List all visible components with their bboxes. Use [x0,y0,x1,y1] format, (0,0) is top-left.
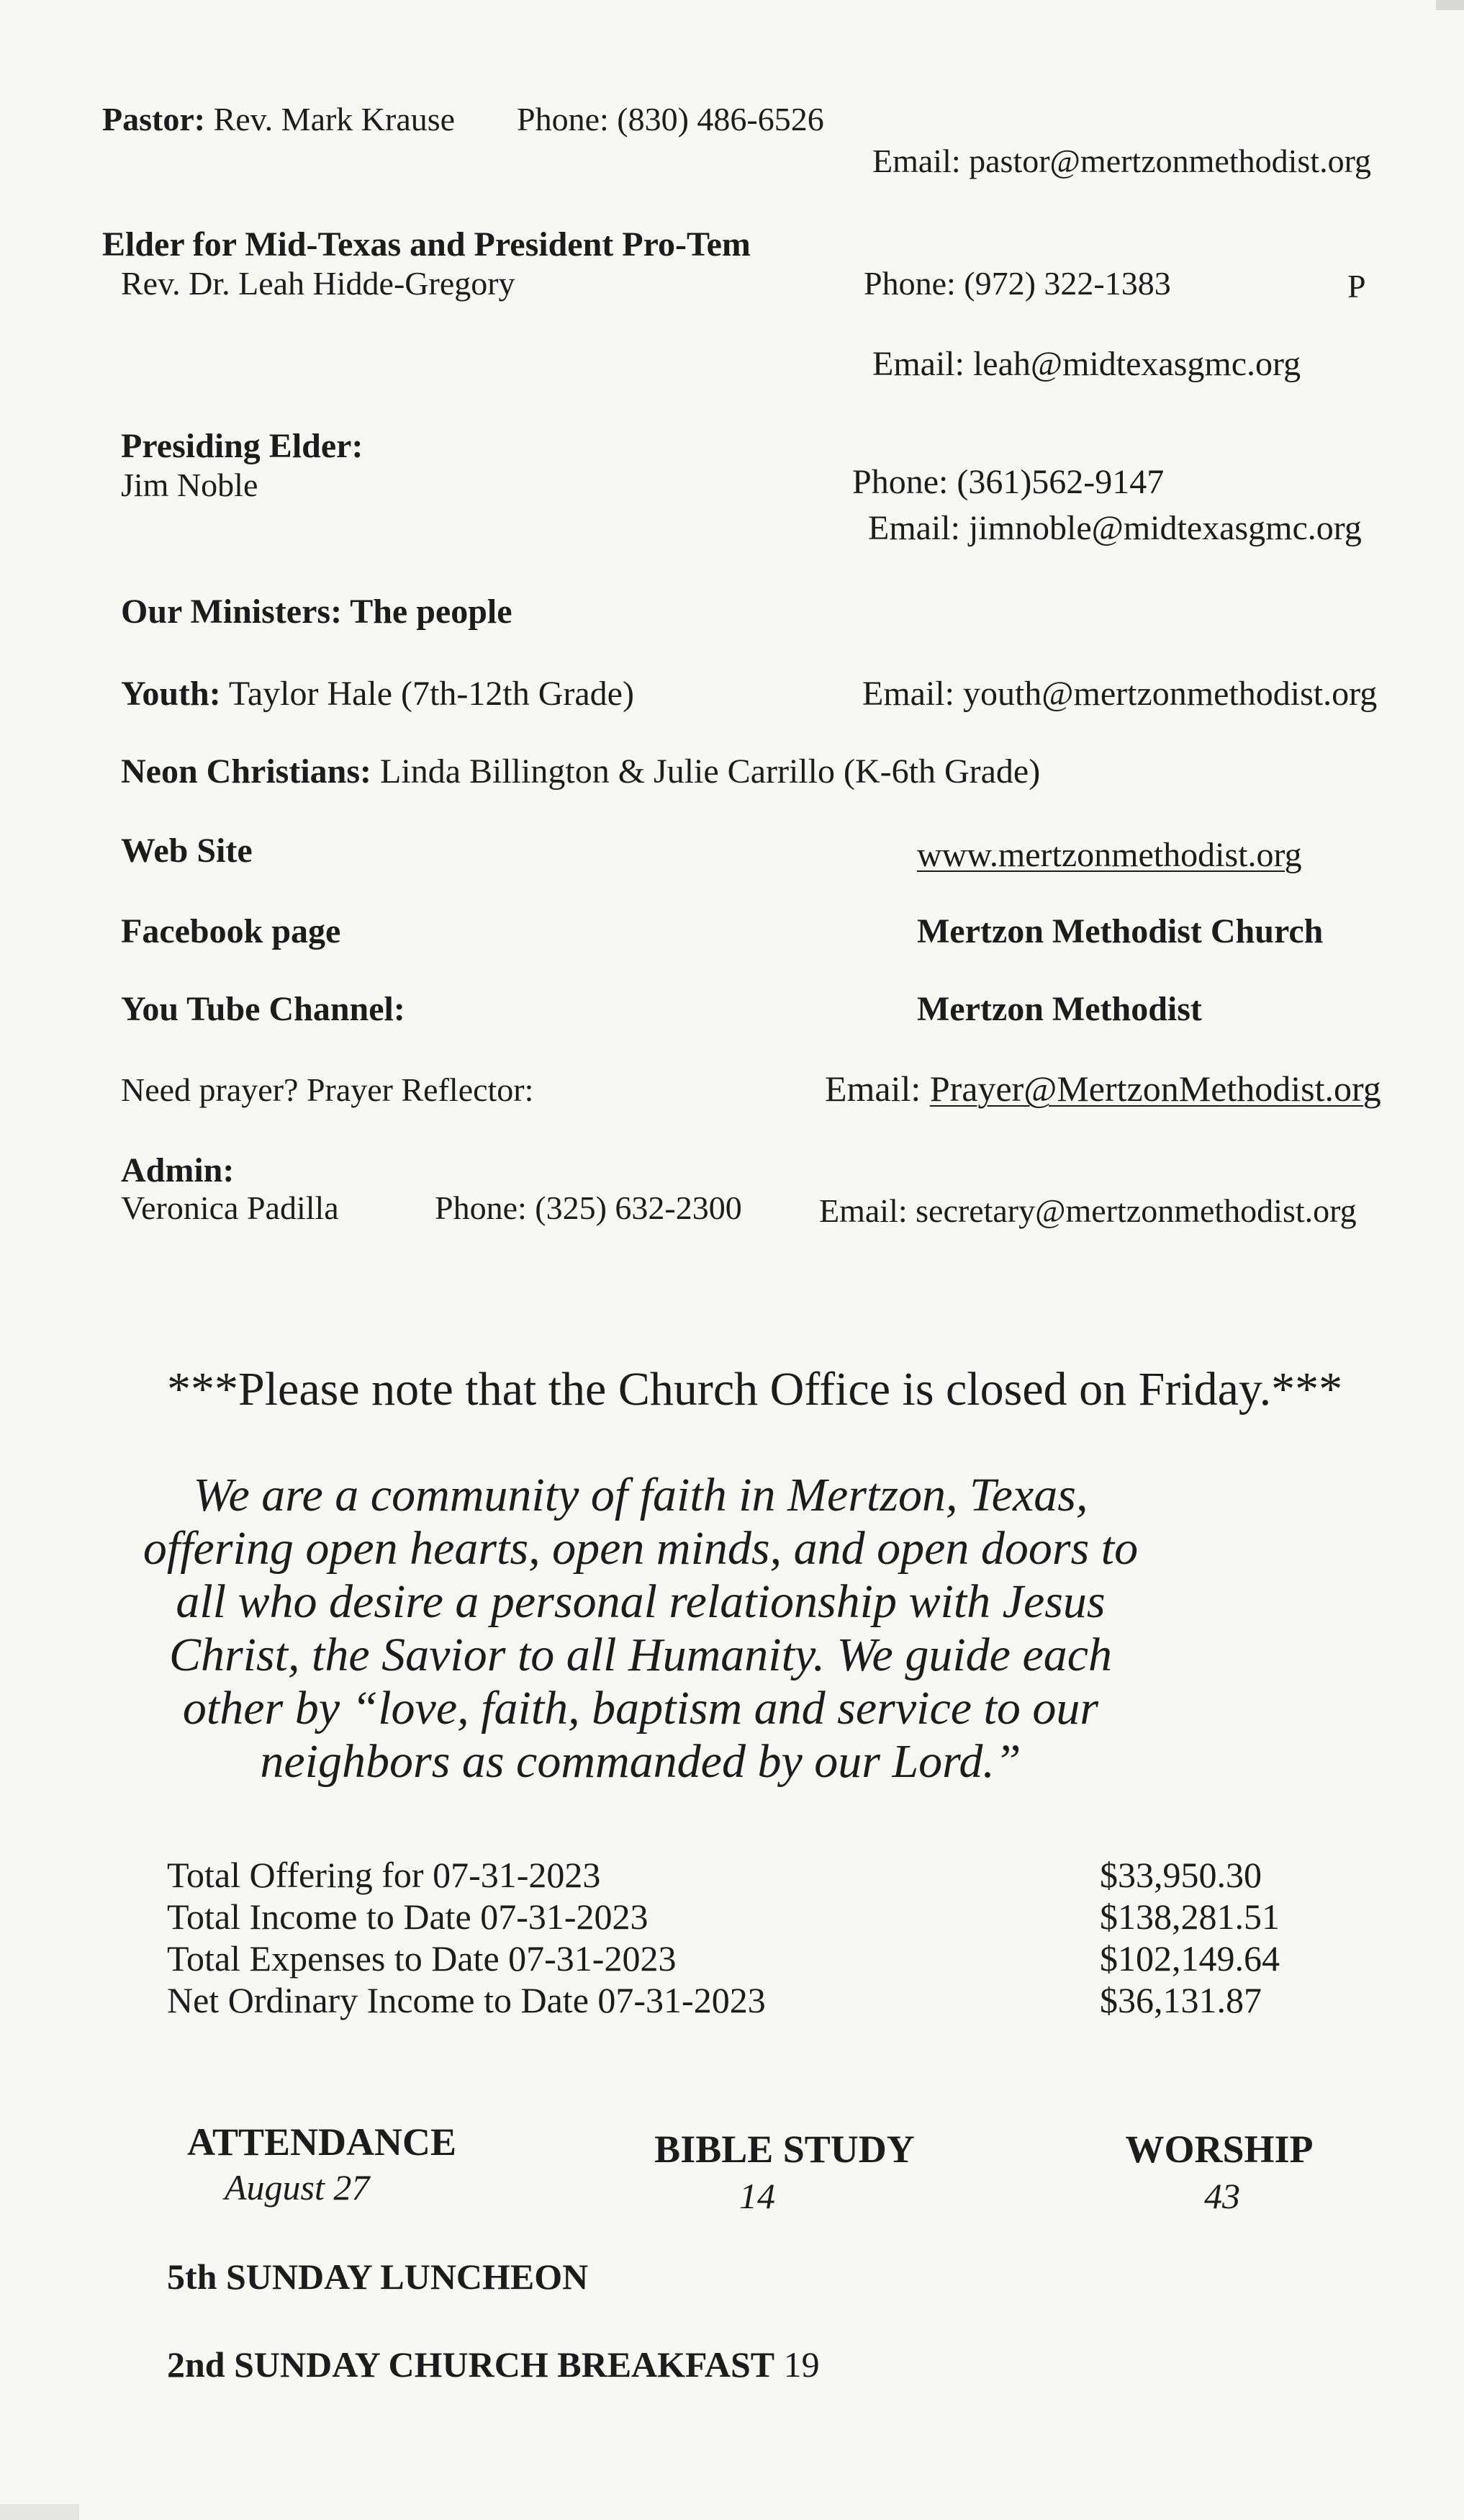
admin-name: Veronica Padilla [121,1189,339,1226]
youtube-value: Mertzon Methodist [917,990,1202,1028]
worship-value: 43 [1204,2176,1240,2216]
presiding-elder-email: Email: jimnoble@midtexasgmc.org [868,509,1362,547]
second-sunday-breakfast-label: 2nd SUNDAY CHURCH BREAKFAST [167,2344,775,2385]
youth-label: Youth: [121,675,221,713]
pastor-label: Pastor: [102,101,206,138]
second-sunday-breakfast-line [167,2344,820,2386]
facebook-value: Mertzon Methodist Church [917,912,1324,950]
neon-christians-names: Linda Billington & Julie Carrillo (K-6th Grade) [380,752,1041,791]
ministers-line: Our Ministers: The people [121,593,512,631]
presiding-elder-title: Presiding Elder: [121,427,363,465]
elder-title: Elder for Mid-Texas and President Pro-Tem [102,225,751,264]
facebook-label: Facebook page [121,912,341,950]
finance-label-expenses: Total Expenses to Date 07-31-2023 [167,1938,677,1979]
office-closed-notice: ***Please note that the Church Office is closed on Friday.*** [167,1363,1343,1416]
prayer-email-line [825,1068,1381,1110]
finance-label-net-income: Net Ordinary Income to Date 07-31-2023 [167,1980,766,2020]
youth-email: Email: youth@mertzonmethodist.org [862,675,1378,713]
elder-email: Email: leah@midtexasgmc.org [872,345,1301,383]
elder-name: Rev. Dr. Leah Hidde-Gregory [121,265,515,302]
youtube-label: You Tube Channel: [121,990,405,1028]
website-link[interactable]: www.mertzonmethodist.org [917,836,1302,874]
neon-christians-label: Neon Christians: [121,752,372,791]
scan-edge-mark [1436,0,1464,10]
website-label: Web Site [121,832,253,870]
presiding-elder-name: Jim Noble [121,467,258,503]
pastor-email: Email: pastor@mertzonmethodist.org [872,143,1372,179]
prayer-label: Need prayer? Prayer Reflector: [121,1071,534,1108]
youth-name: Taylor Hale (7th-12th Grade) [228,675,634,713]
bible-study-label: BIBLE STUDY [654,2128,915,2171]
mission-statement: We are a community of faith in Mertzon, Texas, offering open hearts, open minds, and open doors to all who desire a personal relationship with Jesus Christ, the Savior to all Humanity. We guide each other by “love, faith, baptism and service to our neighbors as commanded by our Lord.” [143,1469,1139,1788]
presiding-elder-phone: Phone: (361)562-9147 [852,463,1165,501]
neon-christians-line [121,752,1040,791]
admin-phone: Phone: (325) 632-2300 [435,1189,742,1226]
pastor-line [102,101,455,139]
scan-bottom-shadow [0,2504,79,2520]
youth-line [121,674,634,714]
admin-title: Admin: [121,1151,235,1189]
pastor-phone: Phone: (830) 486-6526 [517,101,824,138]
pastor-name: Rev. Mark Krause [213,101,456,138]
prayer-email-prefix: Email: [825,1068,921,1109]
prayer-email-link[interactable]: Prayer@MertzonMethodist.org [929,1068,1381,1109]
finance-value-income: $138,281.51 [1100,1896,1280,1937]
finance-value-expenses: $102,149.64 [1100,1938,1280,1979]
elder-stray-mark: P [1347,268,1366,305]
second-sunday-breakfast-count: 19 [783,2344,820,2385]
finance-label-income: Total Income to Date 07-31-2023 [167,1896,649,1937]
admin-email: Email: secretary@mertzonmethodist.org [819,1192,1357,1229]
finance-value-offering: $33,950.30 [1100,1855,1262,1895]
bible-study-value: 14 [739,2176,775,2216]
attendance-title: ATTENDANCE [187,2120,457,2164]
elder-phone: Phone: (972) 322-1383 [864,265,1171,302]
fifth-sunday-luncheon: 5th SUNDAY LUNCHEON [167,2256,589,2297]
attendance-date: August 27 [225,2167,370,2208]
finance-value-net-income: $36,131.87 [1100,1980,1262,2020]
worship-label: WORSHIP [1125,2128,1314,2171]
finance-label-offering: Total Offering for 07-31-2023 [167,1855,601,1895]
